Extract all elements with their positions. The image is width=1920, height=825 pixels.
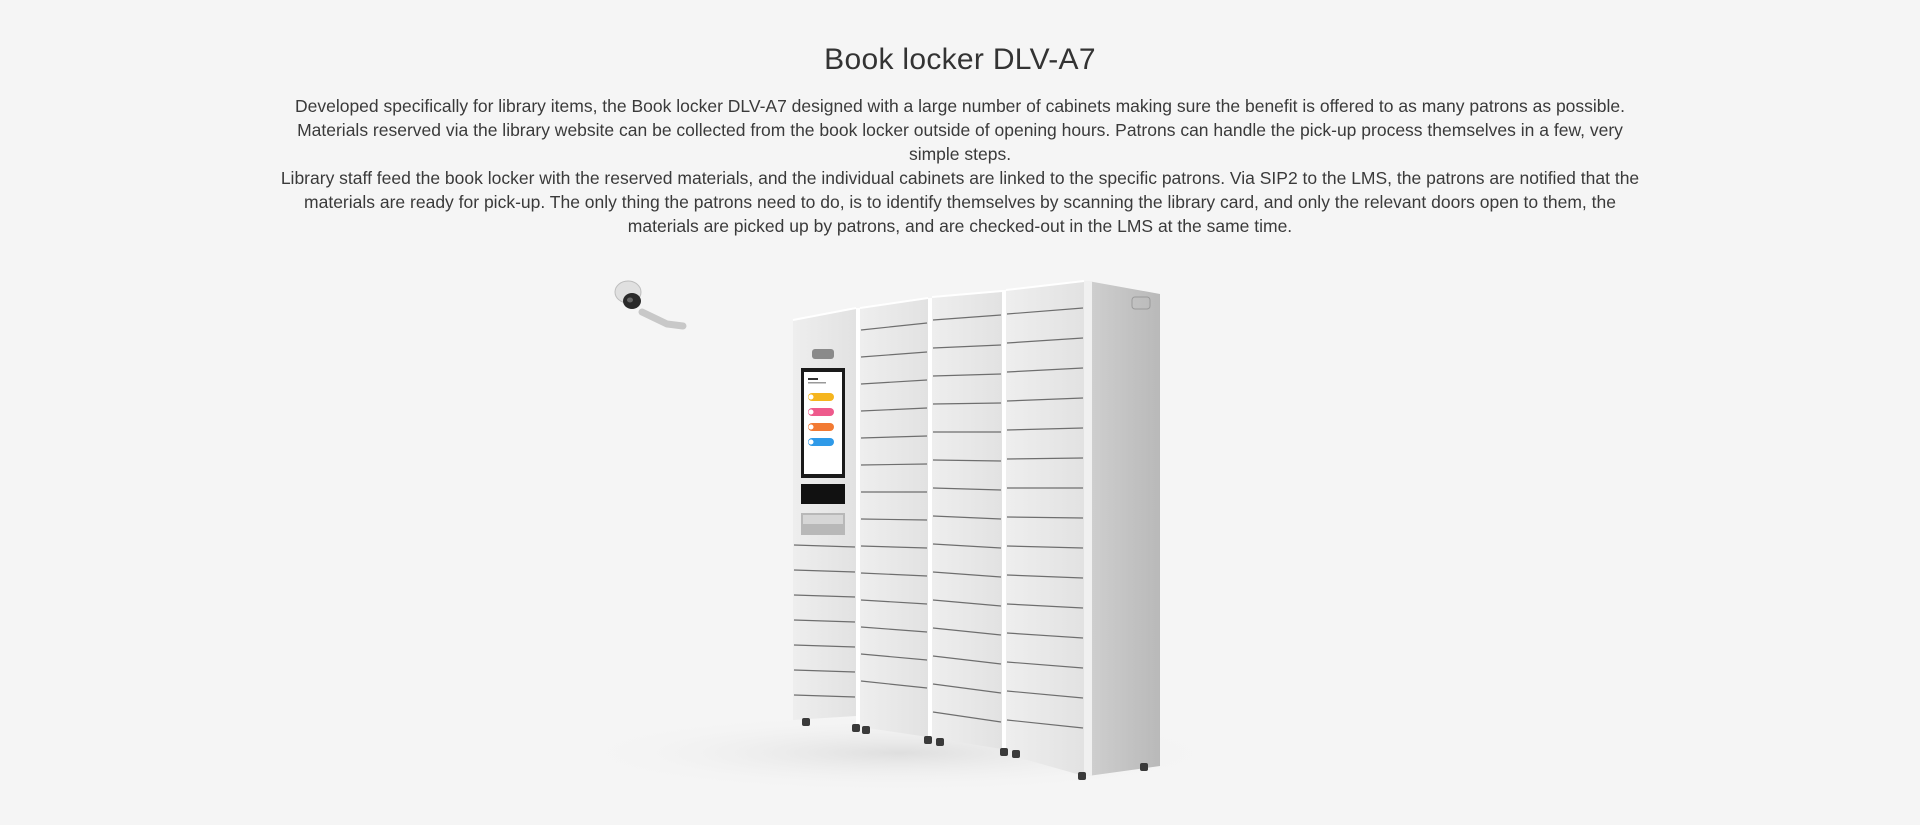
locker-column-3 <box>932 291 1002 749</box>
description-paragraph-1: Developed specifically for library items, the Book locker DLV-A7 designed with a large number of cabinets making sure the benefit is offered to as many patrons as possible. Materials reserved via the library website can be collected from the book locker outside of opening hours. Patrons can handle the pick-up process themselves in a few, very simple steps. <box>294 96 1626 164</box>
card-reader <box>801 484 845 504</box>
locker-side-panel <box>1088 281 1160 776</box>
page-title: Book locker DLV-A7 <box>824 43 1096 76</box>
locker-column-4 <box>1006 281 1084 776</box>
description-paragraph-2: Library staff feed the book locker with the reserved materials, and the individual cabinets are linked to the specific patrons. Via SIP2 to the LMS, the patrons are notified that the materials are ready for pick-up. The only thing the patrons need to do, is to identify themselves by scanning the library card, and only the relevant doors open to them, the materials are picked up by patrons, and are checked-out in the LMS at the same time. <box>280 168 1640 236</box>
locker-column-2 <box>860 298 928 737</box>
camera-icon <box>615 281 683 326</box>
book-locker-image <box>540 268 1380 793</box>
product-description <box>270 94 1650 238</box>
